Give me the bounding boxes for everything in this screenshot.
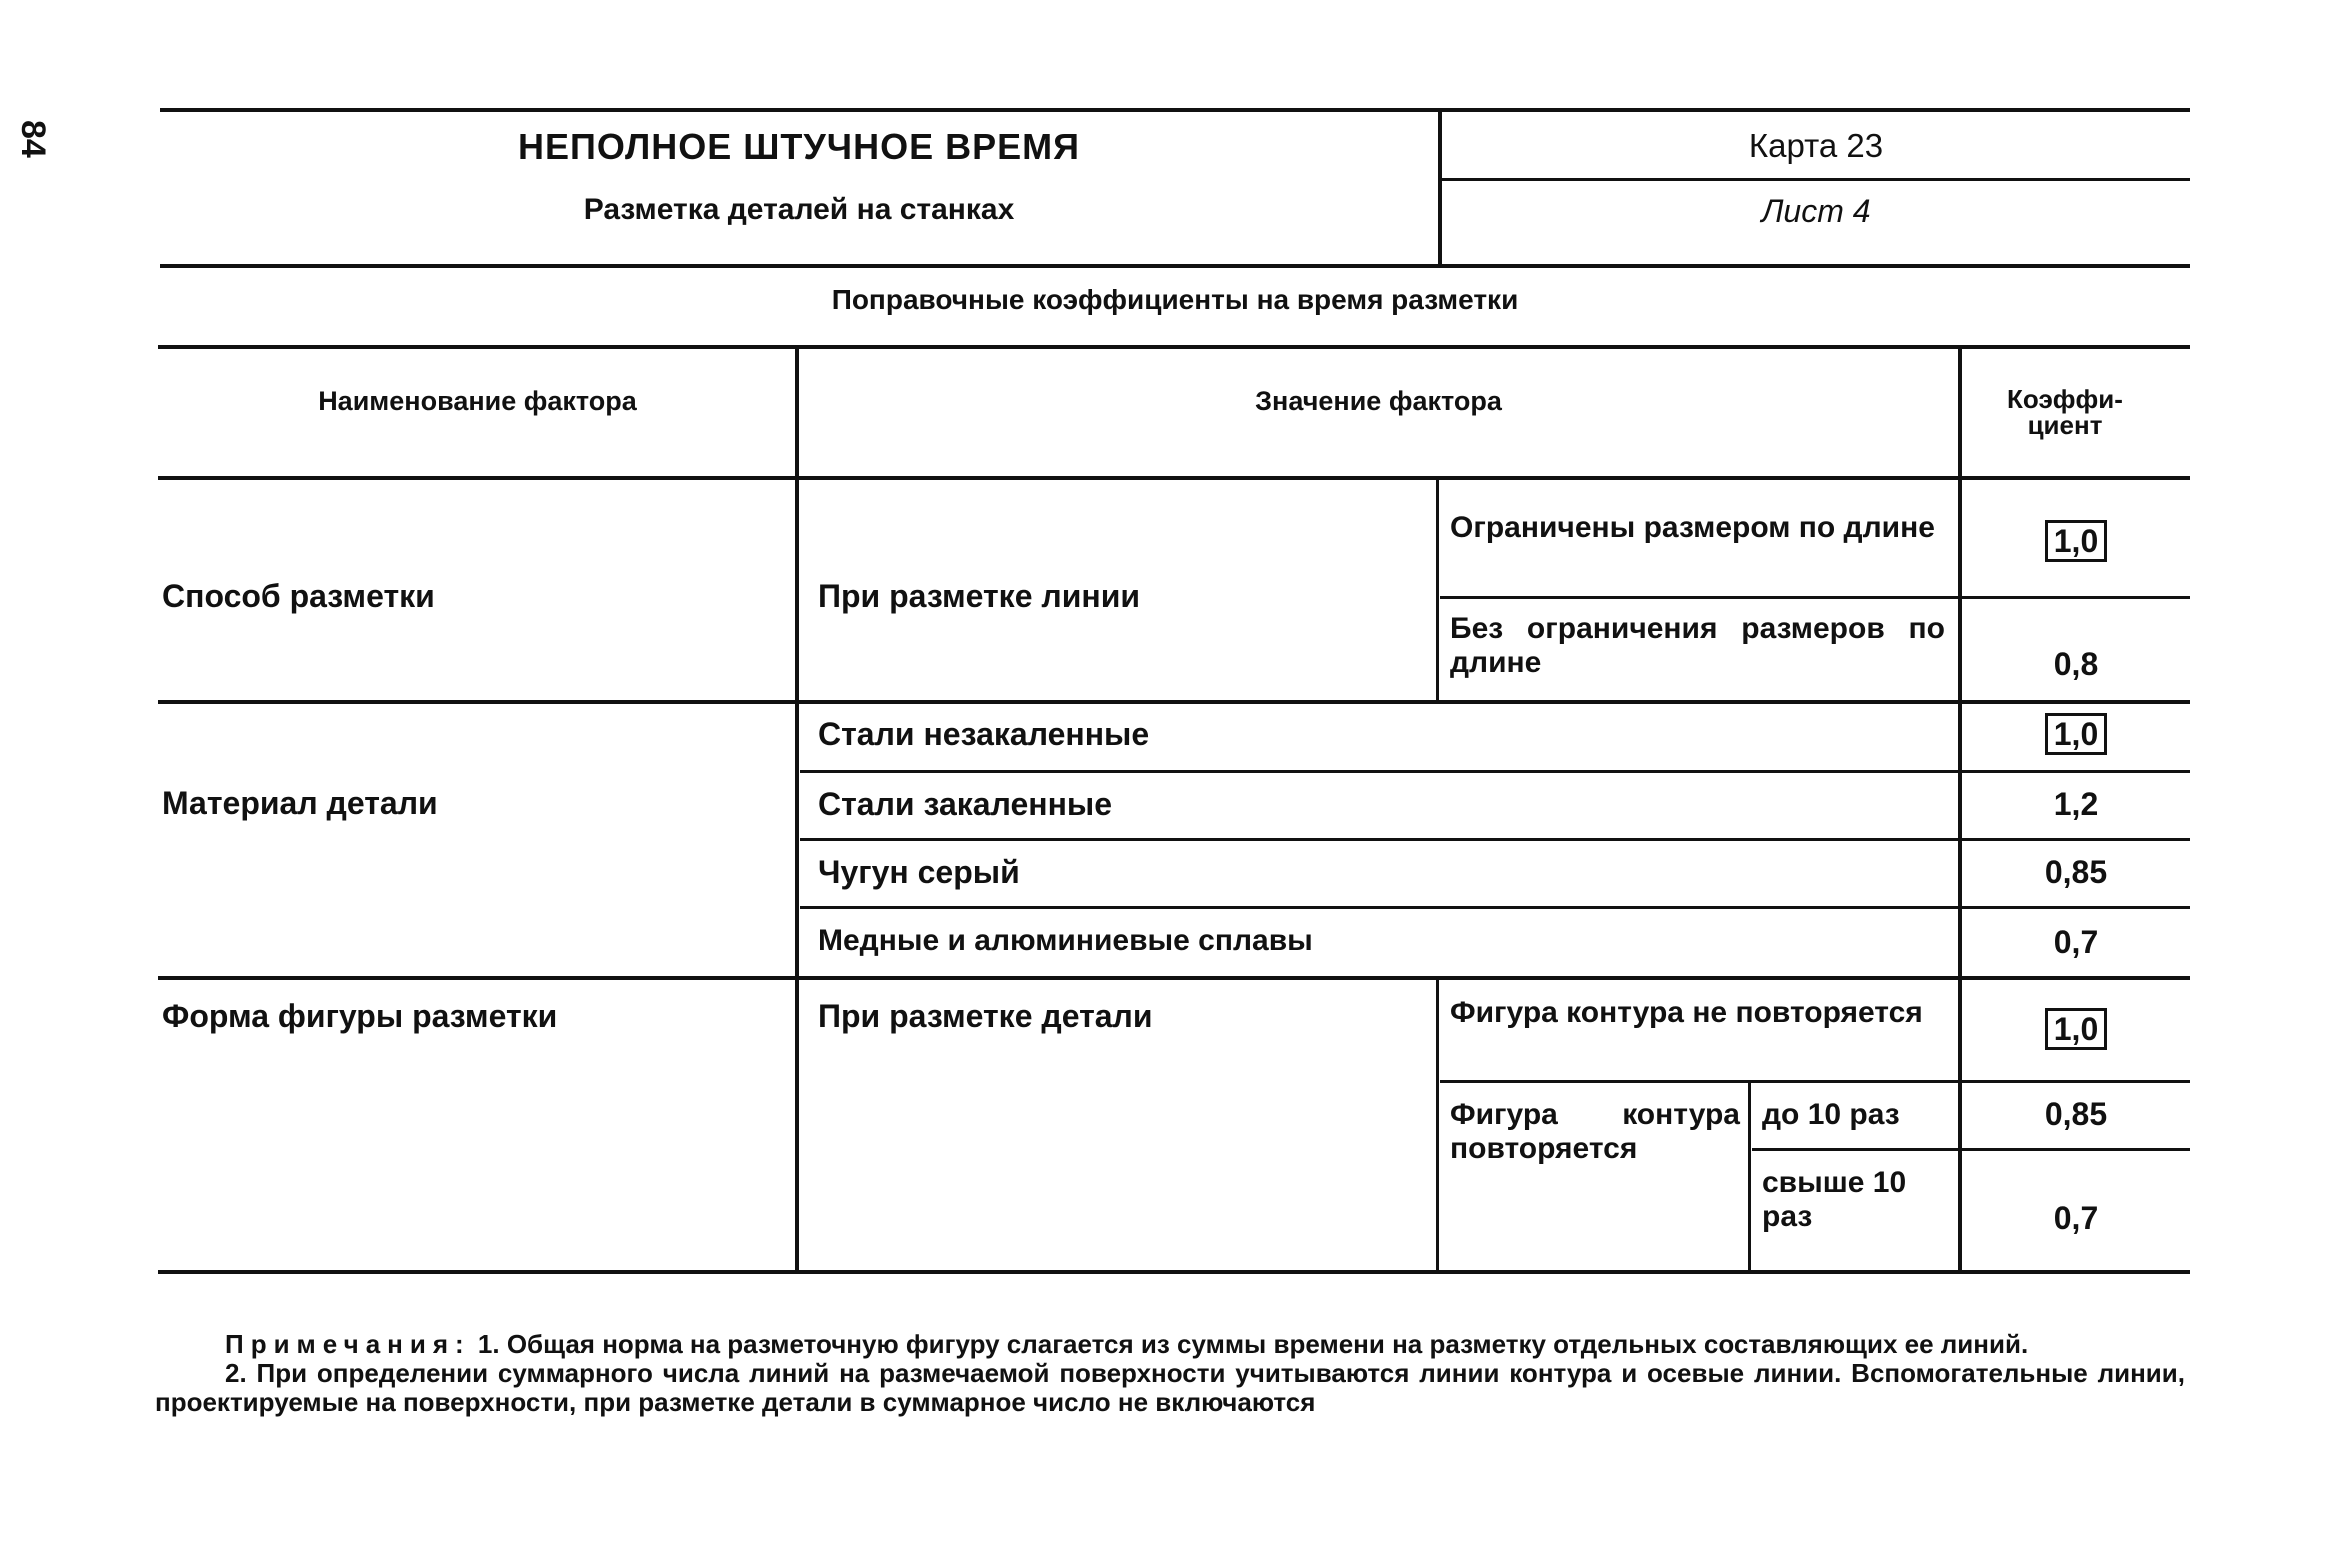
- method-sub-rule: [1440, 596, 2190, 599]
- header-bottom-rule: [160, 264, 2190, 268]
- note-1-text: 1. Общая норма на разметочную фигуру слагается из суммы времени на разметку отдельных составляющих ее линий.: [477, 1329, 2029, 1359]
- shape-sub-divider: [1436, 978, 1439, 1272]
- card-sheet-divider: [1438, 178, 2190, 181]
- row-material-name: Материал детали: [162, 785, 438, 821]
- table-bottom-rule: [158, 1270, 2190, 1274]
- boxed-coef: 1,0: [2045, 520, 2107, 562]
- col-header-factor-name: Наименование фактора: [318, 386, 637, 416]
- material-item-2-coef: 1,2: [2053, 786, 2099, 822]
- material-rule-2: [800, 838, 2190, 841]
- row-method-coef2: 0,8: [2053, 646, 2099, 682]
- row-method-value: При разметке линии: [818, 578, 1141, 614]
- row-method-name: Способ разметки: [162, 578, 435, 614]
- row-shape-name: Форма фигуры разметки: [162, 998, 558, 1034]
- material-item-3-label: Чугун серый: [818, 854, 1020, 890]
- card-number: Карта 23: [1748, 127, 1884, 164]
- row-shape-coef2a: 0,85: [2044, 1096, 2108, 1132]
- row-method-coef1: [1962, 520, 2190, 562]
- document-title: НЕПОЛНОЕ ШТУЧНОЕ ВРЕМЯ: [517, 126, 1081, 167]
- material-bottom-rule: [158, 976, 2190, 980]
- row-shape-coef2b: 0,7: [2053, 1200, 2099, 1236]
- shape-inner-rule: [1752, 1148, 2190, 1151]
- method-bottom-rule: [158, 700, 2190, 704]
- note-2: 2. При определении суммарного числа линий на размечаемой поверхности учитываются линии контура и осевые линии. Вспомогательные линии, проектируемые на поверхности, при разметке детали в суммарное число не включаются: [155, 1358, 2185, 1417]
- sheet-number: Лист 4: [1761, 193, 1871, 229]
- material-item-2-label: Стали закаленные: [818, 786, 1113, 822]
- material-item-4-label: Медные и алюминиевые сплавы: [818, 924, 1313, 957]
- material-item-1-label: Стали незакаленные: [818, 716, 1150, 752]
- material-item-1-coef: [1962, 713, 2190, 755]
- col-header-coefficient: Коэффи-циент: [2007, 384, 2123, 440]
- row-shape-coef1: [1962, 1008, 2190, 1050]
- document-subtitle: Разметка деталей на станках: [583, 193, 1015, 226]
- note-1: [155, 1330, 2185, 1359]
- material-item-3-coef: 0,85: [2044, 854, 2108, 890]
- row-shape-sub2b: свыше 10 раз: [1762, 1166, 1907, 1233]
- table-header-rule: [158, 476, 2190, 480]
- row-method-sub1: Ограничены размером по длине: [1450, 511, 1935, 544]
- notes-label: Примечания:: [225, 1329, 471, 1359]
- material-rule-1: [800, 770, 2190, 773]
- header-top-rule: [160, 108, 2190, 112]
- row-shape-sub1: Фигура контура не повторяется: [1450, 996, 1923, 1029]
- notes-section: [155, 1330, 2185, 1417]
- row-shape-value: При разметке детали: [818, 998, 1153, 1034]
- boxed-coef: 1,0: [2045, 713, 2107, 755]
- row-shape-sub2a: до 10 раз: [1762, 1098, 1900, 1131]
- table-top-rule: [158, 345, 2190, 349]
- table-caption: Поправочные коэффициенты на время разметки: [831, 284, 1519, 315]
- row-method-sub2: Без ограничения размеров по длине: [1450, 612, 1945, 679]
- material-item-4-coef: 0,7: [2053, 924, 2099, 960]
- shape-sub-rule: [1440, 1080, 2190, 1083]
- row-shape-sub2: Фигура контура повторяется: [1450, 1098, 1740, 1165]
- col-divider-1: [795, 345, 799, 1272]
- page-number: 84: [14, 120, 52, 158]
- boxed-coef: 1,0: [2045, 1008, 2107, 1050]
- method-sub-divider: [1436, 476, 1439, 702]
- shape-inner-divider: [1748, 1080, 1751, 1272]
- material-rule-3: [800, 906, 2190, 909]
- col-header-factor-value: Значение фактора: [1255, 386, 1502, 416]
